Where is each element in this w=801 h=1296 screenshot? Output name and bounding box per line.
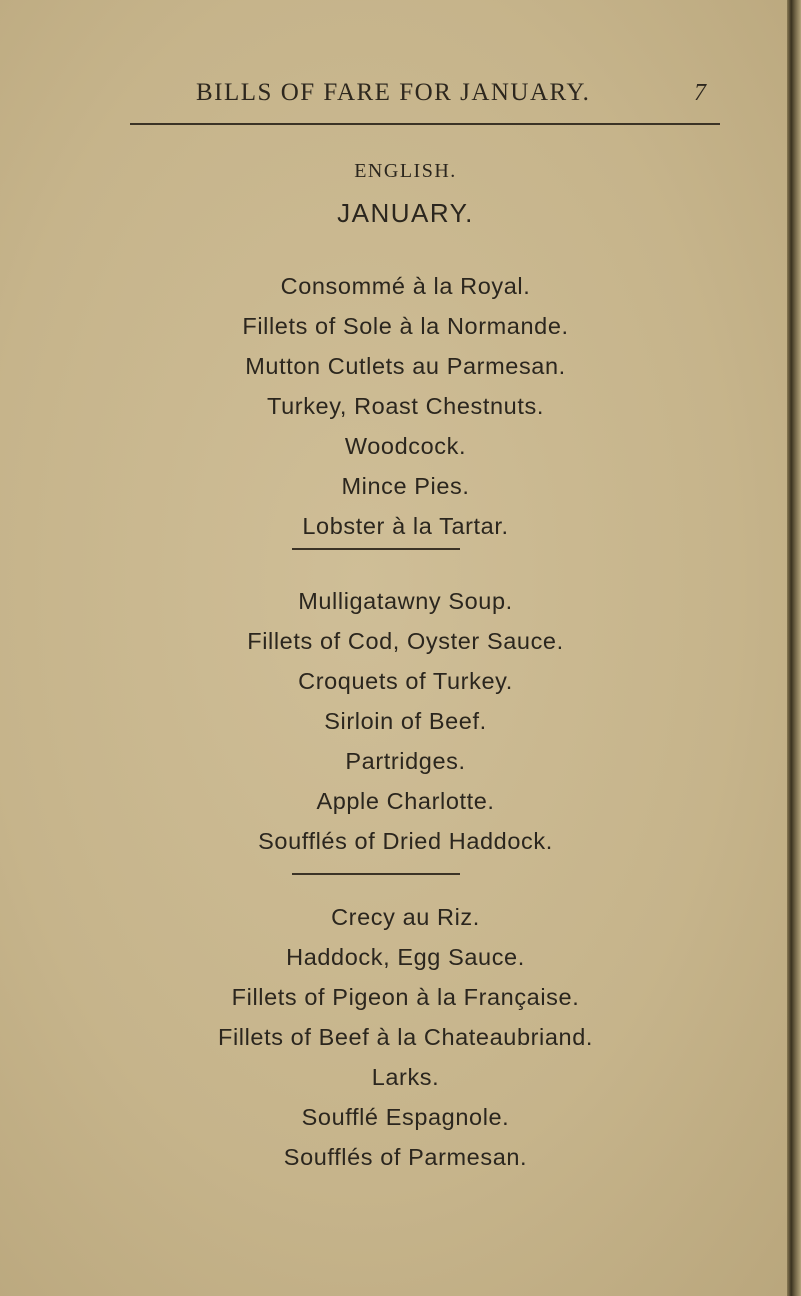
menu-item: Consommé à la Royal. bbox=[280, 273, 531, 299]
menu-item: Lobster à la Tartar. bbox=[302, 513, 509, 539]
menu-item: Partridges. bbox=[345, 748, 466, 774]
course-divider bbox=[292, 548, 460, 550]
menu-item: Mutton Cutlets au Parmesan. bbox=[245, 353, 566, 379]
menu-month-heading: JANUARY. bbox=[337, 198, 474, 228]
menu-item: Fillets of Cod, Oyster Sauce. bbox=[247, 628, 564, 654]
menu-item: Soufflés of Parmesan. bbox=[283, 1144, 528, 1170]
menu-item: Croquets of Turkey. bbox=[298, 668, 513, 694]
course-divider bbox=[292, 873, 460, 875]
running-title: BILLS OF FARE FOR JANUARY. bbox=[196, 79, 591, 106]
menu-item: Fillets of Beef à la Chateaubriand. bbox=[217, 1024, 593, 1050]
course-list-1 bbox=[0, 266, 801, 546]
menu-item: Mulligatawny Soup. bbox=[298, 588, 513, 614]
course-list-2 bbox=[0, 581, 801, 861]
header-rule bbox=[130, 123, 720, 125]
menu-item: Fillets of Pigeon à la Française. bbox=[231, 984, 580, 1010]
menu-item: Larks. bbox=[371, 1064, 440, 1090]
page-number: 7 bbox=[694, 80, 706, 106]
menu-item: Haddock, Egg Sauce. bbox=[286, 944, 525, 970]
running-head bbox=[0, 79, 801, 111]
menu-item: Mince Pies. bbox=[341, 473, 470, 499]
menu-item: Turkey, Roast Chestnuts. bbox=[267, 393, 544, 419]
menu-item: Sirloin of Beef. bbox=[324, 708, 487, 734]
menu-subtitle: ENGLISH. bbox=[354, 160, 457, 182]
menu-item: Soufflés of Dried Haddock. bbox=[258, 828, 553, 854]
menu-item: Fillets of Sole à la Normande. bbox=[242, 313, 569, 339]
course-list-3 bbox=[0, 897, 801, 1177]
menu-item: Soufflé Espagnole. bbox=[301, 1104, 510, 1130]
menu-item: Crecy au Riz. bbox=[331, 904, 480, 930]
menu-item: Woodcock. bbox=[344, 433, 467, 459]
menu-item: Apple Charlotte. bbox=[316, 788, 495, 814]
